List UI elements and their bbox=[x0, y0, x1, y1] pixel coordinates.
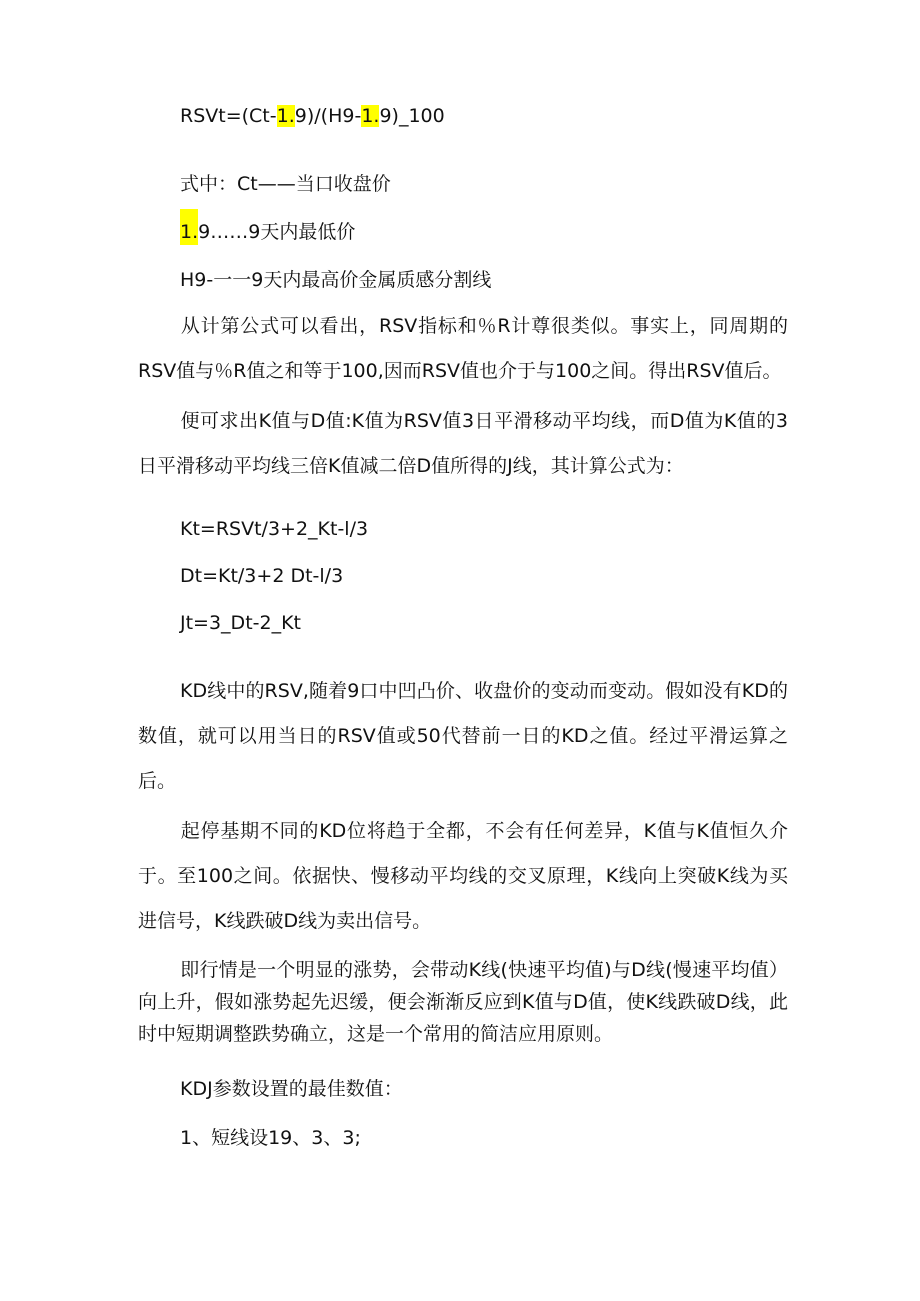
formula-rsv-part-b: 9)/(H9- bbox=[294, 105, 362, 127]
paragraph-1 bbox=[138, 304, 788, 394]
formula-rsv-highlight-2: 1. bbox=[361, 105, 380, 127]
definition-l9-highlight: 1. bbox=[180, 209, 198, 245]
formula-d: Dt=Kt∕3+2 Dt-l∕3 bbox=[180, 565, 344, 587]
formula-rsv-highlight-1: 1. bbox=[276, 105, 295, 127]
definition-l9-text: 9……9天内最低价 bbox=[198, 221, 356, 243]
paragraph-4-text: 起停基期不同的KD位将趋于全都，不会有任何差异，K值与K值恒久介于。至100之间。依据快、慢移动平均线的交叉原理，K线向上突破K线为买进信号，K线跌破D线为卖出信号。 bbox=[138, 820, 788, 932]
params-heading: KDJ参数设置的最佳数值： bbox=[180, 1078, 403, 1100]
paragraph-5-text: 即行情是一个明显的涨势，会带动K线(快速平均值)与D线(慢速平均值）向上升，假如涨势起先迟缓，便会渐渐反应到K值与D值，使K线跌破D线，此时中短期调整跌势确立，这是一个常用的简洁应用原则。 bbox=[138, 959, 788, 1045]
paragraph-3 bbox=[138, 669, 788, 804]
paragraph-2 bbox=[138, 399, 788, 489]
definition-h9: H9-一一9天内最高价金属质感分割线 bbox=[180, 269, 492, 291]
formula-rsv-part-a: RSVt=(Ct- bbox=[180, 105, 277, 127]
params-item-1: 1、短线设19、3、3; bbox=[180, 1127, 361, 1149]
paragraph-4 bbox=[138, 809, 788, 944]
paragraph-1-text: 从计第公式可以看出，RSV指标和％R计尊很类似。事实上，同周期的RSV值与％R值之和等于100,因而RSV值也介于与100之间。得出RSV值后。 bbox=[138, 315, 788, 382]
formula-k: Kt=RSVt/3+2_Kt-l/3 bbox=[180, 518, 369, 540]
paragraph-5 bbox=[138, 954, 788, 1050]
formula-rsv-part-c: 9)_100 bbox=[379, 105, 445, 127]
formula-rsv bbox=[180, 103, 445, 129]
paragraph-2-text: 便可求出K值与D值:K值为RSV值3日平滑移动平均线，而D值为K值的3日平滑移动平均线三倍K值减二倍D值所得的J线，其计算公式为： bbox=[138, 410, 788, 477]
definition-l9 bbox=[180, 219, 355, 245]
definition-ct: 式中：Ct——当口收盘价 bbox=[180, 173, 391, 195]
formula-j: Jt=3_Dt-2_Kt bbox=[180, 612, 301, 634]
paragraph-3-text: KD线中的RSV,随着9口中凹凸价、收盘价的变动而变动。假如没有KD的数值，就可以用当日的RSV值或50代替前一日的KD之值。经过平滑运算之后。 bbox=[138, 680, 788, 792]
